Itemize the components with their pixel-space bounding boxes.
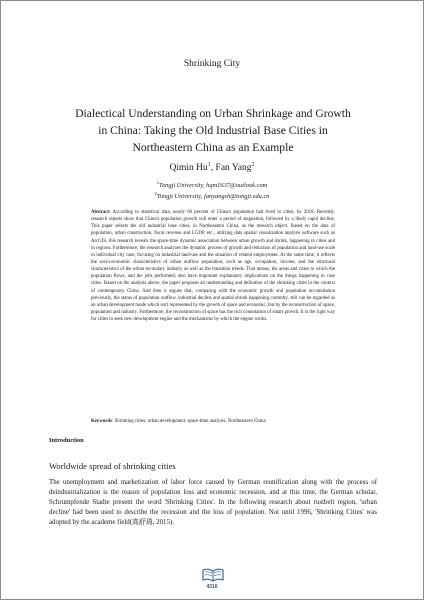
author-affiliation-mark: 1 xyxy=(207,162,211,168)
keywords-label: Keywords xyxy=(91,419,112,424)
affiliation-mark: 1 xyxy=(156,180,160,185)
affiliation xyxy=(1,180,423,189)
paper-title: Dialectical Understanding on Urban Shrinkage and Growth in China: Taking the Old Industrial Base Cities in Northeastern China as an Example xyxy=(75,107,351,154)
affiliation-mark: 2 xyxy=(154,191,157,196)
affiliation-text: Tongji University, fanyangsh@tongji.edu.cn xyxy=(156,193,270,201)
keywords-text: : Shrinking cities; urban development; space-time analysis; Northeastern China xyxy=(112,419,266,424)
keywords xyxy=(91,418,335,425)
abstract xyxy=(91,209,335,323)
body-paragraph: The unemployment and marketization of labor force caused by German reunification along with the process of deindustrialization is the reason of population loss and economic recession, and at this time, the German scholar, Schrumpfende Stadte present the word 'Shrinking Cities'. In the following research about rustbelt region, 'urban decline' had been used to describe the recession and the loss of population. Not until 1996, 'Shrinking Cities' was adopted by the academe field(高舒琦, 2015). xyxy=(49,479,377,526)
book-logo-icon xyxy=(201,567,225,583)
section-heading: Introduction xyxy=(49,437,84,444)
author-name: Fan Yang xyxy=(215,163,252,174)
author-affiliation-mark: 2 xyxy=(251,162,255,168)
affiliation xyxy=(1,191,423,200)
abstract-text: According to statistical data, nearly 60 percent of China's population had lived in cities, by 2018. Recently, research reports show that China's population growth will enter a period of stagnation, followed by a likely rapid decline. This paper selects the old industrial base cities, in Northeastern China, as the research object. Based on the data of population, urban construction, fiscal revenue and LGDP, etc., utilizing data spatial visualization analysis software such as ArcGIS, this research reveals the space-time dynamic association between urban growth and shrink, happening in cities and in regions. Furthermore, the research analyzes the dynamic process of growth and reduction of population and land-use scale in individual city case, focusing on industrial land-use and the situation of related employment. At the same time, it reflects the socio-economic characteristics of urban outflow population, such as age, occupation, income, and the structural characteristics of the urban secondary industry as well as the transition trends. That means, the areas and cities to which the population flows, and the jobs performed, also have important explanatory implications on the things happening in case cities. Based on the analysis above, the paper proposes an understanding and definition of the shrinking cities in the context of contemporary China. And then it argues that, comparing with the economic growth and population accumulation previously, the status of population outflow, industrial decline and spatial shrink happening currently, still can be regarded as an urban development mode which isn't represented by the growth of space and economic, but by the reconstruction of space, population and industry. Furthermore, the reconstruction of space has the rich connotation of smart growth. It is the right way for cities to seek new development engine and the mechanisms by which the engine works. xyxy=(91,210,335,323)
page-number: 4316 xyxy=(206,584,218,590)
author-line xyxy=(1,162,423,173)
affiliation-text: Tongji University, hqm1637@outlook.com xyxy=(159,182,268,190)
subsection-heading: Worldwide spread of shrinking cities xyxy=(49,461,176,471)
abstract-label: Abstract: xyxy=(91,210,111,215)
running-head: Shrinking City xyxy=(183,59,241,69)
author-name: Qimin Hu xyxy=(169,163,208,174)
author-separator: , xyxy=(210,163,216,174)
